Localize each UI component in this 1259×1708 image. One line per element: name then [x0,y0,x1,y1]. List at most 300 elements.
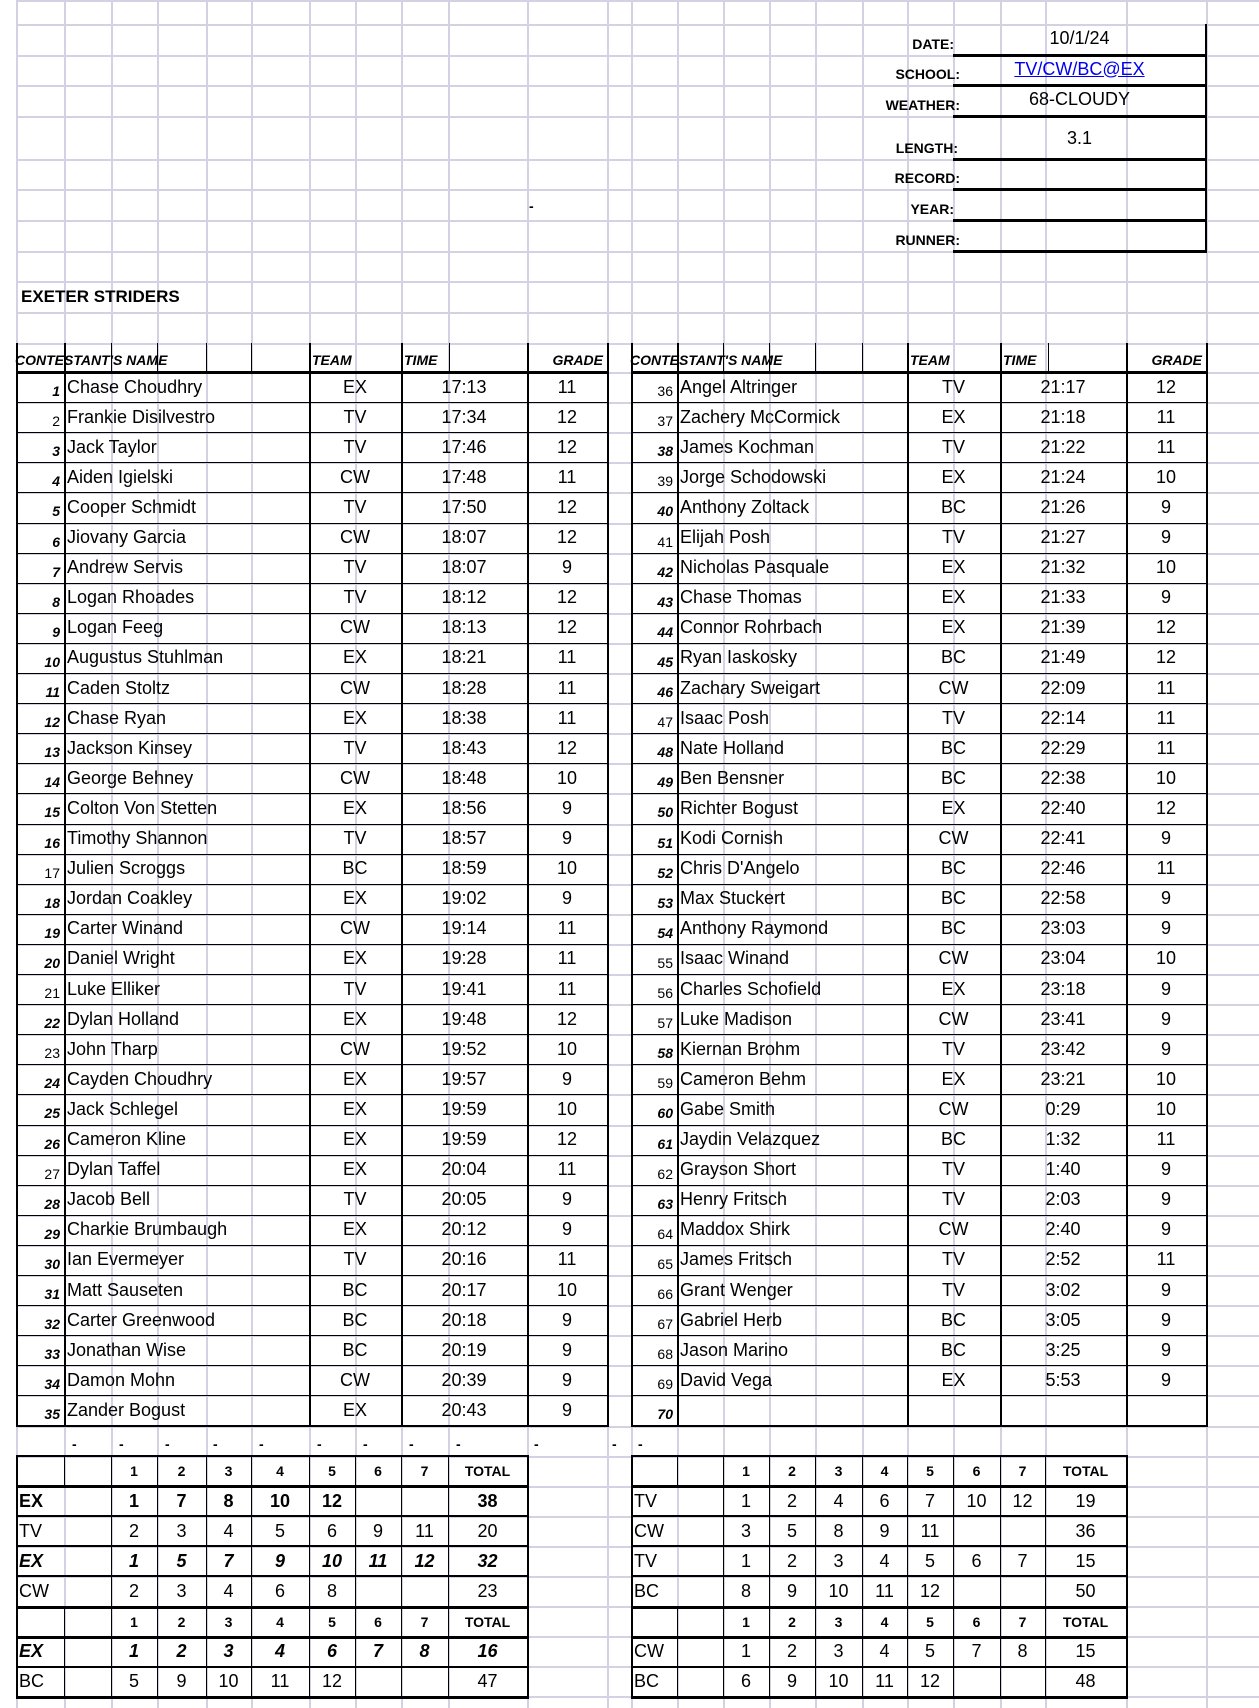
runner-time: 23:21 [1040,1068,1086,1089]
runner-time: 22:29 [1040,737,1086,758]
runner-grade: 9 [561,557,572,578]
runner-name[interactable]: Jacob Bell [67,1189,151,1210]
runner-name[interactable]: Augustus Stuhlman [67,647,224,668]
runner-name[interactable]: Charkie Brumbaugh [67,1219,228,1240]
score-place: 4 [223,1580,234,1601]
runner-name[interactable]: Anthony Raymond [680,918,829,939]
place-number: 6 [52,533,60,550]
runner-name[interactable]: Matt Sauseten [67,1279,184,1300]
runner-team: EX [941,617,966,638]
score-place: 9 [176,1671,187,1692]
runner-name[interactable]: James Kochman [680,436,815,457]
place-number: 2 [52,413,60,430]
score-place: 5 [924,1641,935,1662]
score-place: 12 [414,1550,435,1571]
runner-grade: 11 [557,948,577,969]
score-place: 6 [326,1520,337,1541]
runner-time: 19:48 [441,1008,487,1029]
runner-time: 18:59 [441,858,487,879]
runner-name[interactable]: Isaac Posh [680,707,770,728]
place-number: 5 [52,503,60,520]
runner-grade: 9 [561,1309,572,1330]
runner-grade: 11 [1156,677,1176,698]
runner-team: EX [342,1129,367,1150]
place-number: 65 [657,1255,673,1272]
runner-time: 20:19 [441,1339,487,1360]
runner-team: EX [342,1068,367,1089]
runner-name[interactable]: Henry Fritsch [680,1189,788,1210]
border-line [677,1637,678,1667]
runner-grade: 9 [561,1189,572,1210]
runner-name[interactable]: Jorge Schodowski [680,466,827,487]
runner-name[interactable]: Aiden Igielski [67,466,174,487]
score-place: 4 [879,1641,890,1662]
runner-name[interactable]: Angel Altringer [680,376,798,397]
results_right-header-team: TEAM [910,352,950,368]
score-place [355,1667,401,1697]
score-team: BC [634,1580,660,1601]
runner-name[interactable]: Cameron Behm [680,1068,807,1089]
runner-time: 18:12 [441,587,487,608]
runner-team: EX [941,797,966,818]
score-place: 7 [971,1641,982,1662]
score-header-place: 7 [420,1463,429,1480]
runner-time: 1:32 [1045,1129,1081,1150]
runner-grade: 9 [1160,1189,1171,1210]
runner-name[interactable]: Jack Taylor [67,436,157,457]
score-total: 48 [1075,1671,1096,1692]
runner-name[interactable]: Nicholas Pasquale [680,557,830,578]
runner-name[interactable]: Jaydin Velazquez [680,1129,821,1150]
separator-dash: - [363,1436,368,1452]
record-value[interactable] [953,159,1206,189]
runner-name[interactable]: Jordan Coakley [67,888,193,909]
runner-grade: 11 [1156,858,1176,879]
runner-team: EX [342,948,367,969]
score-header-place: 1 [130,1463,138,1480]
runner-time: 0:29 [1045,1098,1081,1119]
score-place: 1 [740,1550,751,1571]
runner-grade: 9 [1160,1309,1171,1330]
score-header-place: 2 [177,1463,186,1480]
runner-name[interactable]: Carter Winand [67,918,184,939]
place-number: 45 [657,653,673,670]
score-header-place: 5 [926,1613,934,1630]
runner-grade: 9 [1160,1339,1171,1360]
border-line [953,115,1207,118]
runner-team: TV [343,406,367,427]
runner-grade: 11 [1156,737,1176,758]
score-place: 7 [223,1550,234,1571]
score-team: EX [19,1550,44,1571]
runner-grade: 9 [561,828,572,849]
runner-name[interactable]: Chase Ryan [67,707,167,728]
runner-name[interactable] [677,1395,907,1425]
score-header-place: 6 [374,1613,382,1630]
score-place: 4 [274,1641,285,1662]
score-team: TV [634,1490,658,1511]
runner-name[interactable]: Caden Stoltz [67,677,171,698]
runner-name[interactable]: Anthony Zoltack [680,496,810,517]
weather-value[interactable]: 68-CLOUDY [1028,88,1131,109]
score-place: 4 [879,1550,890,1571]
results_left-header-time: TIME [404,352,438,368]
runner-time: 20:39 [441,1369,487,1390]
weather-label: WEATHER: [885,97,960,113]
runner-team: TV [941,1038,965,1059]
place-number: 52 [657,864,673,881]
runner-name[interactable]: Carter Greenwood [67,1309,216,1330]
date-value[interactable]: 10/1/24 [1049,27,1110,48]
runner-time: 23:04 [1040,948,1086,969]
score-place: 11 [415,1520,434,1541]
runner-time: 22:40 [1040,797,1086,818]
date-label: DATE: [912,36,954,52]
runner-name[interactable]: Zander Bogust [67,1399,186,1420]
place-number: 51 [657,834,673,851]
place-number: 23 [44,1045,60,1062]
results_right-header-grade: GRADE [1151,352,1202,368]
place-number: 22 [44,1015,60,1032]
runner-name[interactable]: Gabriel Herb [680,1309,783,1330]
score-header-place: 2 [788,1463,796,1480]
runner-name[interactable]: Luke Elliker [67,978,161,999]
runner-team: EX [941,587,966,608]
runner-name[interactable]: James Fritsch [680,1249,793,1270]
runner-name[interactable]: Charles Schofield [680,978,822,999]
runner-value[interactable] [953,220,1206,251]
place-number: 21 [44,985,60,1002]
runner-grade: 10 [556,858,578,879]
score-header-place: 3 [224,1463,233,1480]
runner-name[interactable]: Zachary Sweigart [680,677,821,698]
score-total: 16 [477,1641,498,1662]
grid-line [16,281,1259,283]
runner-time: 18:21 [441,647,487,668]
place-number: 26 [44,1135,60,1152]
runner-grade: 12 [556,1008,578,1029]
runner-time: 1:40 [1045,1159,1081,1180]
runner-grade: 10 [1155,1068,1177,1089]
runner-team: TV [343,557,367,578]
score-place [355,1576,401,1606]
runner-team: EX [342,647,367,668]
runner-name[interactable]: Andrew Servis [67,557,184,578]
place-number: 68 [657,1346,673,1363]
runner-name[interactable]: Damon Mohn [67,1369,176,1390]
runner-grade: 11 [557,376,577,397]
runner-team: BC [940,737,966,758]
score-place: 8 [1017,1641,1028,1662]
runner-name[interactable]: Isaac Winand [680,948,790,969]
place-number: 11 [45,684,60,701]
place-number: 46 [657,684,673,701]
results_left-header-name: CONTESTANT'S NAME [15,352,168,368]
score-place: 10 [269,1490,291,1511]
runner-name[interactable]: Ben Bensner [680,767,785,788]
runner-time: 22:38 [1040,767,1086,788]
score-place: 10 [218,1671,239,1692]
runner-time: 19:28 [441,948,487,969]
runner-team: CW [340,466,370,487]
runner-name[interactable]: Logan Rhoades [67,587,195,608]
runner-name[interactable]: Kiernan Brohm [680,1038,801,1059]
runner-team: TV [941,376,965,397]
runner-time: 18:07 [441,557,487,578]
results_right-header-name: CONTESTANT'S NAME [630,352,783,368]
score-place: 11 [368,1550,388,1571]
score-place: 1 [740,1641,751,1662]
runner-team: CW [340,1369,370,1390]
school-link[interactable]: TV/CW/BC@EX [1014,58,1145,79]
score-place: 9 [786,1580,797,1601]
place-number: 1 [52,383,60,400]
runner-name[interactable]: Ian Evermeyer [67,1249,185,1270]
runner-time: 20:04 [441,1159,487,1180]
results_left-header-team: TEAM [312,352,352,368]
runner-team: BC [940,1339,966,1360]
place-number: 29 [44,1225,60,1242]
score-total: 38 [477,1490,498,1511]
place-number: 39 [657,473,673,490]
length-value[interactable]: 3.1 [1066,127,1093,148]
runner-name[interactable]: Grayson Short [680,1159,797,1180]
runner-name[interactable]: Connor Rohrbach [680,617,823,638]
score-header-place: 3 [224,1613,233,1630]
place-number: 30 [44,1255,60,1272]
runner-name[interactable]: Nate Holland [680,737,785,758]
runner-name[interactable]: Kodi Cornish [680,828,784,849]
runner-team: CW [938,828,969,849]
score-place: 2 [786,1550,797,1571]
runner-team: EX [342,797,367,818]
runner-name[interactable]: Chase Choudhry [67,376,203,397]
runner-name[interactable]: Jason Marino [680,1339,789,1360]
runner-name[interactable]: David Vega [680,1369,773,1390]
score-total: 32 [477,1550,498,1571]
runner-team: CW [938,1219,969,1240]
score-place [953,1576,1000,1606]
score-header-place: 3 [834,1613,843,1630]
runner-grade: 11 [557,978,577,999]
runner-name[interactable]: Frankie Disilvestro [67,406,216,427]
runner-name[interactable]: Logan Feeg [67,617,164,638]
runner-time: 20:16 [441,1249,487,1270]
runner-team: TV [343,828,367,849]
runner-team: TV [343,496,367,517]
runner-name[interactable]: Jiovany Garcia [67,527,187,548]
runner-team: CW [938,677,969,698]
runner-time: 17:46 [441,436,487,457]
runner-time: 3:05 [1045,1309,1081,1330]
results_left-header-grade: GRADE [552,352,603,368]
runner-name[interactable]: Dylan Holland [67,1008,180,1029]
runner-name[interactable]: Gabe Smith [680,1098,776,1119]
place-number: 61 [657,1135,673,1152]
place-number: 24 [44,1075,60,1092]
border-line [16,1696,529,1699]
runner-team: TV [941,1159,965,1180]
place-number: 28 [44,1195,60,1212]
place-number: 66 [657,1286,673,1303]
runner-label: RUNNER: [895,232,960,248]
score-place: 8 [419,1641,430,1662]
runner-grade: 9 [1160,1219,1171,1240]
runner-name[interactable]: Cayden Choudhry [67,1068,213,1089]
runner-team: TV [941,436,965,457]
runner-team: BC [940,1309,966,1330]
score-place: 9 [274,1550,285,1571]
runner-grade: 11 [557,677,577,698]
runner-time: 19:41 [441,978,487,999]
runner-grade: 12 [556,527,578,548]
border-line [64,1667,65,1697]
runner-time: 20:05 [441,1189,487,1210]
runner-time: 21:26 [1040,496,1086,517]
runner-name[interactable]: Ryan Iaskosky [680,647,798,668]
runner-name[interactable]: John Tharp [67,1038,158,1059]
score-place: 8 [223,1490,234,1511]
runner-grade: 10 [1155,948,1177,969]
runner-grade: 11 [1156,707,1176,728]
runner-time: 23:41 [1040,1008,1086,1029]
runner-time: 18:43 [441,737,487,758]
place-number: 12 [44,714,60,731]
record-label: RECORD: [894,170,960,186]
place-number: 18 [44,894,60,911]
runner-name[interactable]: Maddox Shirk [680,1219,791,1240]
runner-team: EX [342,1219,367,1240]
runner-time: 21:39 [1040,617,1086,638]
runner-time: 23:18 [1040,978,1086,999]
separator-dash: - [638,1436,643,1452]
score-place: 1 [128,1550,139,1571]
runner-time: 20:17 [441,1279,487,1300]
score-place: 7 [176,1490,187,1511]
runner-name[interactable]: Chase Thomas [680,587,802,608]
runner-name[interactable]: Richter Bogust [680,797,799,818]
year-value[interactable] [953,189,1206,220]
separator-dash: - [72,1436,77,1452]
score-place: 12 [1012,1490,1033,1511]
runner-name[interactable]: Jack Schlegel [67,1098,179,1119]
score-team: BC [19,1671,45,1692]
border-line [677,1607,678,1637]
score-place: 10 [828,1580,849,1601]
score-place: 9 [786,1671,797,1692]
length-label: LENGTH: [895,140,958,156]
runner-name[interactable]: Zachery McCormick [680,406,841,427]
score-place: 7 [924,1490,935,1511]
runner-grade: 9 [1160,1279,1171,1300]
runner-time: 2:40 [1045,1219,1081,1240]
runner-name[interactable]: Jonathan Wise [67,1339,187,1360]
runner-team: CW [938,948,969,969]
runner-name[interactable]: Elijah Posh [680,527,771,548]
runner-time: 17:48 [441,466,487,487]
runner-team: EX [941,978,966,999]
runner-name[interactable]: Max Stuckert [680,888,786,909]
runner-time: 21:22 [1040,436,1086,457]
runner-name[interactable]: Chris D'Angelo [680,858,800,879]
runner-grade: 11 [1156,406,1176,427]
place-number: 36 [657,383,673,400]
place-number: 40 [657,503,673,520]
place-number: 58 [657,1045,673,1062]
score-header-place: 7 [1018,1613,1027,1630]
score-place: 2 [786,1641,797,1662]
separator-dash: - [409,1436,414,1452]
runner-grade: 9 [561,1068,572,1089]
runner-grade: 9 [1160,1159,1171,1180]
score-place: 6 [971,1550,982,1571]
score-total: 50 [1075,1580,1096,1601]
runner-time: 21:18 [1040,406,1086,427]
runner-grade: 11 [557,1249,577,1270]
runner-grade: 12 [556,587,578,608]
runner-name[interactable]: Cooper Schmidt [67,496,197,517]
runner-team: EX [941,466,966,487]
runner-name[interactable]: Julien Scroggs [67,858,186,879]
runner-grade: 11 [557,1159,577,1180]
runner-team: BC [940,647,966,668]
results_right-header-time: TIME [1003,352,1037,368]
place-number: 54 [657,924,673,941]
runner-time: 19:59 [441,1129,487,1150]
score-place: 8 [833,1520,844,1541]
runner-time: 19:14 [441,918,487,939]
score-header-place: 7 [1018,1463,1027,1480]
runner-name[interactable]: Luke Madison [680,1008,793,1029]
place-number: 10 [44,653,60,670]
score-header-place: 5 [328,1613,336,1630]
score-place: 11 [875,1671,894,1692]
score-place: 2 [176,1641,187,1662]
runner-time: 23:42 [1040,1038,1086,1059]
stray-dash: - [529,198,534,214]
score-place [1000,1576,1045,1606]
runner-team: BC [940,918,966,939]
runner-time: 19:57 [441,1068,487,1089]
score-team: CW [19,1580,49,1601]
runner-name[interactable]: Dylan Taffel [67,1159,161,1180]
runner-name[interactable]: Grant Wenger [680,1279,793,1300]
score-header-place: 2 [177,1613,186,1630]
runner-grade: 9 [1160,828,1171,849]
runner-team: TV [343,978,367,999]
runner-name[interactable]: George Behney [67,767,194,788]
score-total: 36 [1075,1520,1096,1541]
score-place: 6 [274,1580,285,1601]
score-place: 10 [828,1671,849,1692]
runner-team: BC [342,858,368,879]
place-number: 53 [657,894,673,911]
runner-grade: 10 [556,767,578,788]
runner-name[interactable]: Jackson Kinsey [67,737,193,758]
place-number: 60 [657,1105,673,1122]
runner-name[interactable]: Daniel Wright [67,948,175,969]
runner-grade: 11 [557,918,577,939]
score-header-place: 3 [834,1463,843,1480]
runner-name[interactable]: Cameron Kline [67,1129,187,1150]
runner-team: EX [342,888,367,909]
runner-team: EX [941,1068,966,1089]
runner-name[interactable]: Timothy Shannon [67,828,208,849]
score-place: 11 [920,1520,940,1541]
border-line [631,1455,1128,1457]
runner-grade: 10 [556,1038,578,1059]
runner-name[interactable]: Colton Von Stetten [67,797,218,818]
